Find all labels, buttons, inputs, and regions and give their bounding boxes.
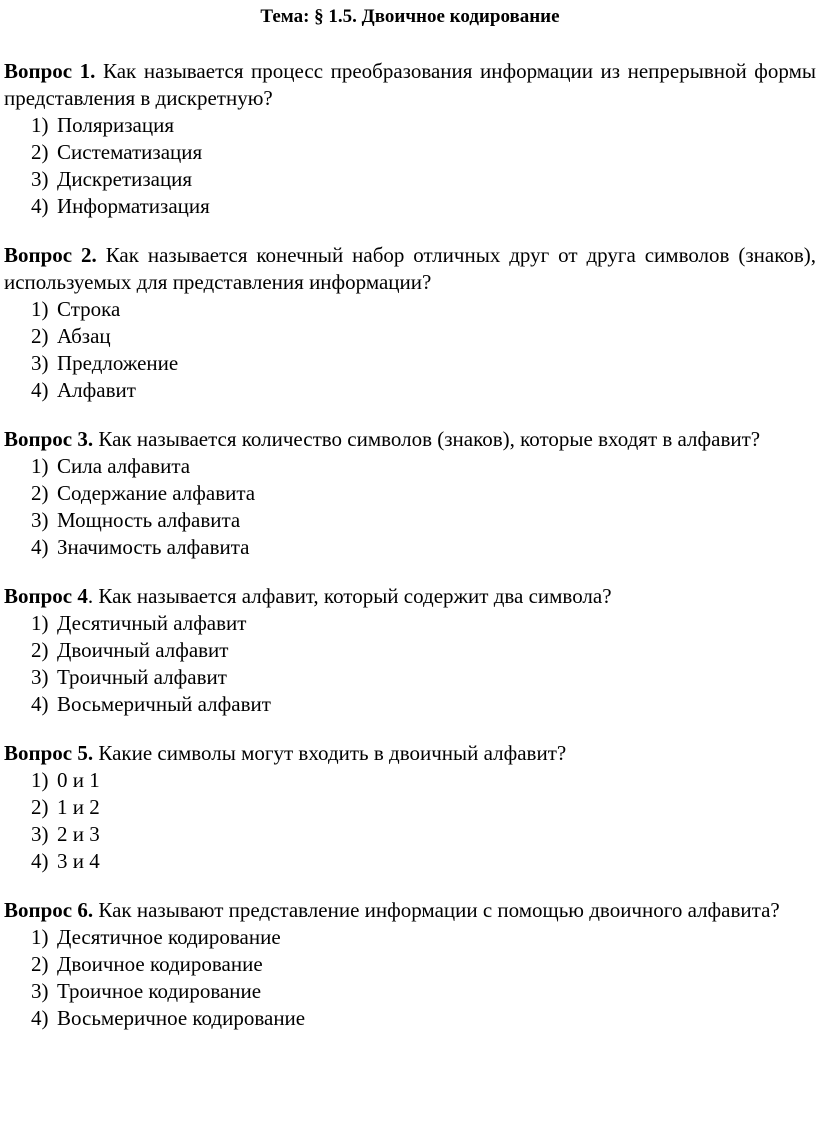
- option-text: Алфавит: [57, 378, 136, 402]
- option-number: 3): [31, 979, 49, 1003]
- question-body: Как называют представление информации с помощью двоичного алфавита?: [93, 898, 780, 922]
- option-number: 2): [31, 952, 49, 976]
- answer-option: [4, 794, 816, 821]
- question-text: [4, 426, 816, 453]
- answer-options: [4, 453, 816, 561]
- question-body: Какие символы могут входить в двоичный алфавит?: [93, 741, 567, 765]
- option-number: 2): [31, 638, 49, 662]
- answer-option: [4, 610, 816, 637]
- question-label: Вопрос 2.: [4, 243, 97, 267]
- question-6: [4, 897, 816, 1032]
- answer-option: [4, 350, 816, 377]
- option-text: Предложение: [57, 351, 179, 375]
- answer-option: [4, 480, 816, 507]
- answer-option: [4, 767, 816, 794]
- answer-option: [4, 139, 816, 166]
- option-text: Восьмеричный алфавит: [57, 692, 271, 716]
- answer-option: [4, 978, 816, 1005]
- question-body: Как называется процесс преобразования информации из непрерывной формы представления в дискретную?: [4, 59, 816, 110]
- option-number: 1): [31, 611, 49, 635]
- question-label: Вопрос 4: [4, 584, 88, 608]
- option-number: 4): [31, 849, 49, 873]
- answer-option: [4, 507, 816, 534]
- question-label: Вопрос 1.: [4, 59, 96, 83]
- option-number: 4): [31, 692, 49, 716]
- question-body: Как называется количество символов (знаков), которые входят в алфавит?: [93, 427, 761, 451]
- option-text: 3 и 4: [57, 849, 100, 873]
- answer-option: [4, 1005, 816, 1032]
- option-text: Абзац: [57, 324, 111, 348]
- option-text: Поляризация: [57, 113, 175, 137]
- option-number: 3): [31, 167, 49, 191]
- option-number: 2): [31, 140, 49, 164]
- option-text: 0 и 1: [57, 768, 100, 792]
- option-number: 4): [31, 1006, 49, 1030]
- option-text: Значимость алфавита: [57, 535, 250, 559]
- option-text: Содержание алфавита: [57, 481, 256, 505]
- answer-option: [4, 193, 816, 220]
- option-text: Троичный алфавит: [57, 665, 227, 689]
- option-text: Троичное кодирование: [57, 979, 262, 1003]
- option-number: 4): [31, 535, 49, 559]
- option-number: 1): [31, 297, 49, 321]
- option-text: Информатизация: [57, 194, 210, 218]
- answer-option: [4, 296, 816, 323]
- option-number: 1): [31, 454, 49, 478]
- answer-option: [4, 951, 816, 978]
- answer-option: [4, 166, 816, 193]
- option-text: Систематизация: [57, 140, 203, 164]
- answer-option: [4, 323, 816, 350]
- answer-option: [4, 924, 816, 951]
- answer-options: [4, 767, 816, 875]
- question-2: [4, 242, 816, 404]
- option-text: Мощность алфавита: [57, 508, 241, 532]
- option-text: 1 и 2: [57, 795, 100, 819]
- option-number: 1): [31, 113, 49, 137]
- option-text: Восьмеричное кодирование: [57, 1006, 306, 1030]
- option-number: 3): [31, 351, 49, 375]
- option-number: 2): [31, 481, 49, 505]
- option-text: Двоичное кодирование: [57, 952, 263, 976]
- option-text: Дискретизация: [57, 167, 193, 191]
- question-5: [4, 740, 816, 875]
- question-body: . Как называется алфавит, который содержит два символа?: [87, 584, 612, 608]
- option-text: 2 и 3: [57, 822, 100, 846]
- answer-option: [4, 637, 816, 664]
- answer-option: [4, 453, 816, 480]
- question-text: [4, 897, 816, 924]
- answer-option: [4, 664, 816, 691]
- option-text: Сила алфавита: [57, 454, 191, 478]
- option-text: Десятичный алфавит: [57, 611, 247, 635]
- question-1: [4, 58, 816, 220]
- option-number: 3): [31, 822, 49, 846]
- answer-option: [4, 691, 816, 718]
- question-text: [4, 242, 816, 296]
- option-number: 2): [31, 795, 49, 819]
- option-text: Строка: [57, 297, 121, 321]
- option-number: 1): [31, 925, 49, 949]
- answer-option: [4, 112, 816, 139]
- option-number: 4): [31, 378, 49, 402]
- option-number: 4): [31, 194, 49, 218]
- option-text: Двоичный алфавит: [57, 638, 229, 662]
- answer-option: [4, 377, 816, 404]
- answer-options: [4, 924, 816, 1032]
- question-body: Как называется конечный набор отличных друг от друга символов (знаков), используемых для представления информации?: [4, 243, 816, 294]
- option-number: 2): [31, 324, 49, 348]
- answer-options: [4, 112, 816, 220]
- question-text: [4, 583, 816, 610]
- option-text: Десятичное кодирование: [57, 925, 281, 949]
- question-label: Вопрос 3.: [4, 427, 94, 451]
- question-4: [4, 583, 816, 718]
- document-title: Тема: § 1.5. Двоичное кодирование: [260, 6, 560, 27]
- option-number: 1): [31, 768, 49, 792]
- answer-options: [4, 296, 816, 404]
- answer-options: [4, 610, 816, 718]
- answer-option: [4, 848, 816, 875]
- question-text: [4, 58, 816, 112]
- option-number: 3): [31, 665, 49, 689]
- answer-option: [4, 534, 816, 561]
- question-label: Вопрос 6.: [4, 898, 94, 922]
- question-label: Вопрос 5.: [4, 741, 94, 765]
- option-number: 3): [31, 508, 49, 532]
- question-3: [4, 426, 816, 561]
- answer-option: [4, 821, 816, 848]
- question-text: [4, 740, 816, 767]
